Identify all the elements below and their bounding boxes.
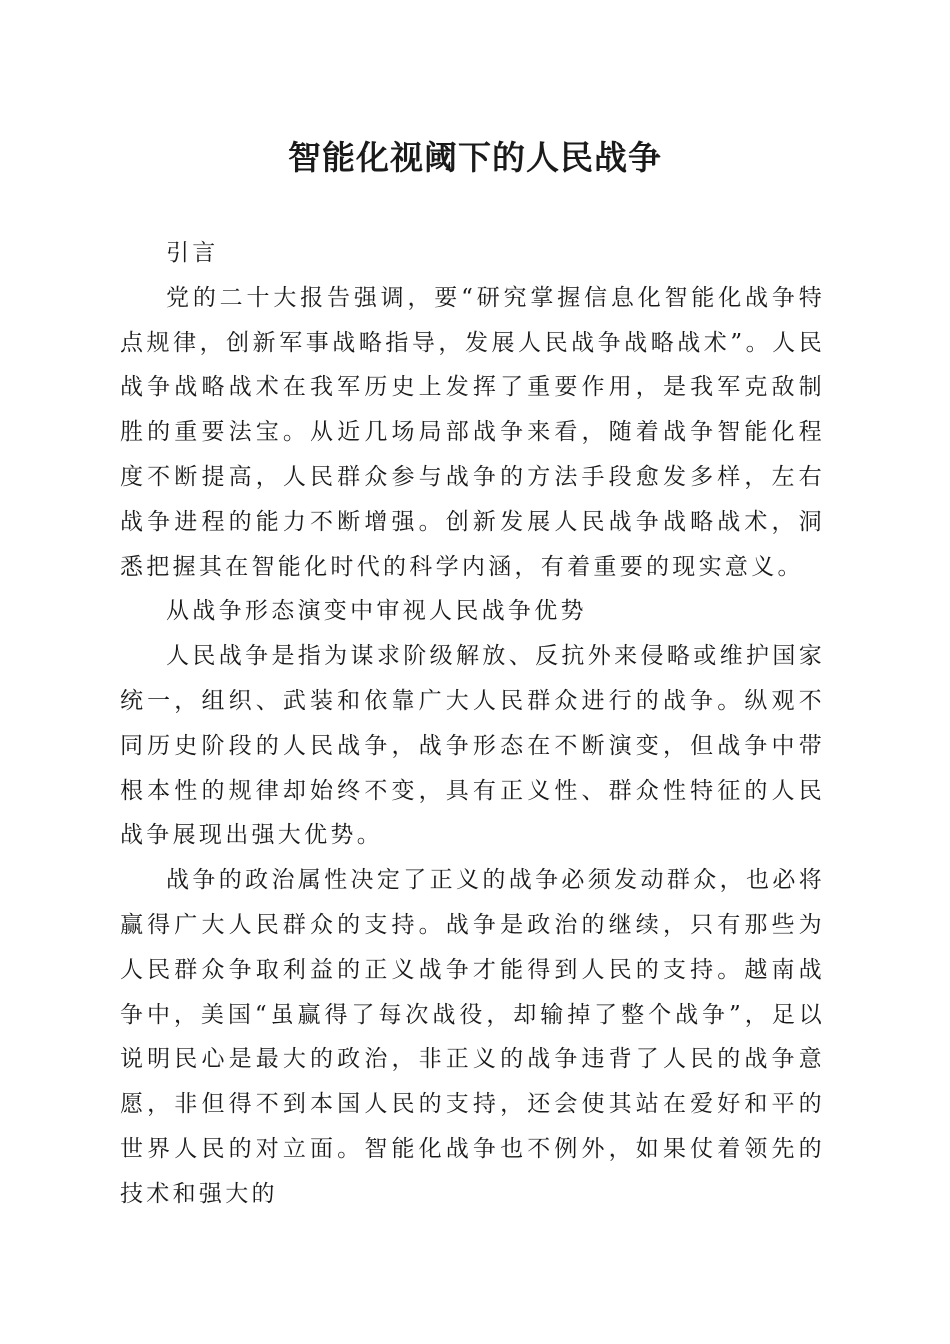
document-body <box>120 231 825 1217</box>
paragraph: 党的二十大报告强调，要“研究掌握信息化智能化战争特点规律，创新军事战略指导，发展人民战争战略战术”。人民战争战略战术在我军历史上发挥了重要作用，是我军克敌制胜的重要法宝。从近几场局部战争来看，随着战争智能化程度不断提高，人民群众参与战争的方法手段愈发多样，左右战争进程的能力不断增强。创新发展人民战争战略战术，洞悉把握其在智能化时代的科学内涵，有着重要的现实意义。 <box>120 284 825 580</box>
section-heading-introduction: 引言 <box>166 240 219 266</box>
paragraph: 人民战争是指为谋求阶级解放、反抗外来侵略或维护国家统一，组织、武装和依靠广大人民群众进行的战争。纵观不同历史阶段的人民战争，战争形态在不断演变，但战争中带根本性的规律却始终不变，具有正义性、群众性特征的人民战争展现出强大优势。 <box>120 643 825 849</box>
section-heading: 从战争形态演变中审视人民战争优势 <box>166 598 587 625</box>
document-title: 智能化视阈下的人民战争 <box>288 138 662 177</box>
paragraph: 战争的政治属性决定了正义的战争必须发动群众，也必将赢得广大人民群众的支持。战争是政治的继续，只有那些为人民群众争取利益的正义战争才能得到人民的支持。越南战争中，美国“虽赢得了每次战役，却输掉了整个战争”，足以说明民心是最大的政治，非正义的战争违背了人民的战争意愿，非但得不到本国人民的支持，还会使其站在爱好和平的世界人民的对立面。智能化战争也不例外，如果仗着领先的技术和强大的 <box>120 867 825 1207</box>
